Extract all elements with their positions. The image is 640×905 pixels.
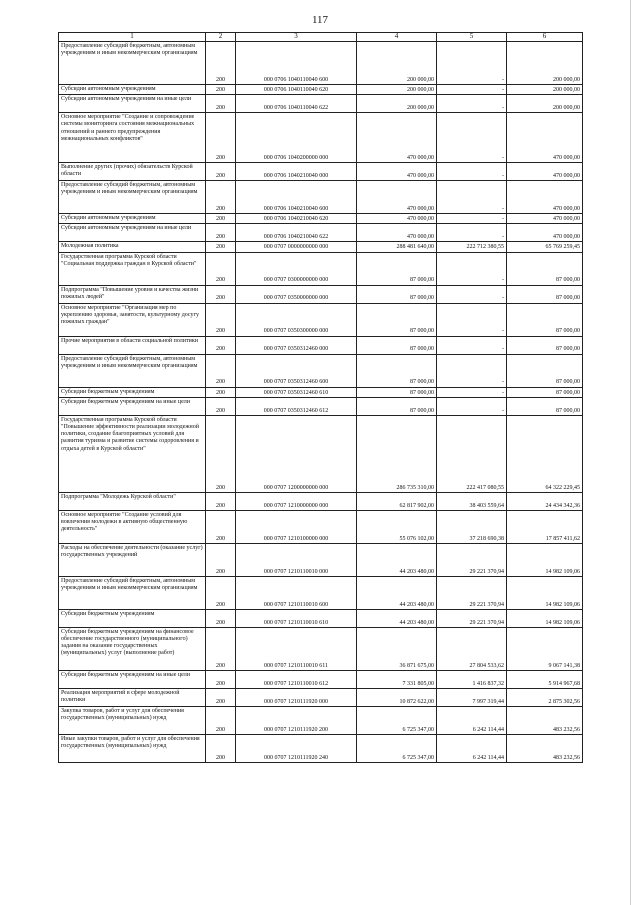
table-row — [59, 181, 583, 214]
row-remainder: 483 232,56 — [507, 706, 583, 734]
table-row — [59, 670, 583, 688]
row-kbk: 000 0706 1040210040 000 — [236, 163, 357, 181]
row-code: 200 — [206, 397, 236, 415]
row-kbk: 000 0706 1040110040 620 — [236, 85, 357, 95]
row-code: 200 — [206, 354, 236, 387]
row-code: 200 — [206, 609, 236, 627]
row-remainder: 87 000,00 — [507, 354, 583, 387]
table-row — [59, 609, 583, 627]
table-row — [59, 734, 583, 762]
row-kbk: 000 0707 1200000000 000 — [236, 415, 357, 492]
column-header: 5 — [437, 33, 507, 42]
row-plan: 6 725 347,00 — [357, 734, 437, 762]
row-remainder: 17 857 411,62 — [507, 510, 583, 543]
row-name: Субсидии бюджетным учреждениям — [59, 609, 206, 627]
row-name: Предоставление субсидий бюджетным, автономным учреждениям и иным некоммерческим организациям — [59, 576, 206, 609]
row-executed: - — [437, 397, 507, 415]
row-code: 200 — [206, 688, 236, 706]
row-executed: 29 221 370,94 — [437, 543, 507, 576]
table-row — [59, 42, 583, 85]
row-executed: - — [437, 285, 507, 303]
row-kbk: 000 0707 1210111920 240 — [236, 734, 357, 762]
row-remainder: 87 000,00 — [507, 397, 583, 415]
row-plan: 200 000,00 — [357, 95, 437, 113]
row-plan: 470 000,00 — [357, 224, 437, 242]
row-remainder: 200 000,00 — [507, 85, 583, 95]
row-remainder: 5 914 967,68 — [507, 670, 583, 688]
row-code: 200 — [206, 492, 236, 510]
row-executed: 38 403 559,64 — [437, 492, 507, 510]
row-executed: - — [437, 303, 507, 336]
row-remainder: 14 982 109,06 — [507, 543, 583, 576]
row-name: Государственная программа Курской области "Повышение эффективности реализации молодежной политики, создание благоприятных условий для развития туризма и развитие системы оздоровления и отдыха детей в Курской области" — [59, 415, 206, 492]
row-code: 200 — [206, 42, 236, 85]
row-plan: 62 817 902,00 — [357, 492, 437, 510]
row-plan: 470 000,00 — [357, 214, 437, 224]
row-code: 200 — [206, 510, 236, 543]
row-code: 200 — [206, 336, 236, 354]
row-name: Расходы на обеспечение деятельности (оказание услуг) государственных учреждений — [59, 543, 206, 576]
row-remainder: 483 232,56 — [507, 734, 583, 762]
row-code: 200 — [206, 252, 236, 285]
column-header: 6 — [507, 33, 583, 42]
row-remainder: 470 000,00 — [507, 224, 583, 242]
row-executed: - — [437, 181, 507, 214]
row-plan: 200 000,00 — [357, 42, 437, 85]
row-name: Субсидии бюджетным учреждениям на иные цели — [59, 670, 206, 688]
row-plan: 55 076 102,00 — [357, 510, 437, 543]
row-executed: 6 242 114,44 — [437, 734, 507, 762]
table-row — [59, 706, 583, 734]
row-code: 200 — [206, 214, 236, 224]
row-plan: 470 000,00 — [357, 113, 437, 163]
row-remainder: 470 000,00 — [507, 181, 583, 214]
row-name: Основное мероприятие "Организация мер по укреплению здоровья, занятости, культурному досугу пожилых граждан" — [59, 303, 206, 336]
row-remainder: 200 000,00 — [507, 42, 583, 85]
row-executed: - — [437, 42, 507, 85]
row-plan: 44 203 480,00 — [357, 576, 437, 609]
row-kbk: 000 0707 0000000000 000 — [236, 242, 357, 252]
row-name: Предоставление субсидий бюджетным, автономным учреждениям и иным некоммерческим организациям — [59, 42, 206, 85]
row-code: 200 — [206, 543, 236, 576]
table-row — [59, 113, 583, 163]
table-row — [59, 85, 583, 95]
row-executed: 6 242 114,44 — [437, 706, 507, 734]
row-name: Государственная программа Курской области "Социальная поддержка граждан в Курской области" — [59, 252, 206, 285]
row-executed: - — [437, 85, 507, 95]
row-kbk: 000 0706 1040210040 622 — [236, 224, 357, 242]
row-name: Основное мероприятие "Создание условий для вовлечения молодежи в активную общественную деятельность" — [59, 510, 206, 543]
row-code: 200 — [206, 387, 236, 397]
row-kbk: 000 0707 0350312460 612 — [236, 397, 357, 415]
row-name: Выполнение других (прочих) обязательств Курской области — [59, 163, 206, 181]
row-executed: 7 997 319,44 — [437, 688, 507, 706]
row-plan: 286 735 310,00 — [357, 415, 437, 492]
row-executed: - — [437, 336, 507, 354]
table-row — [59, 336, 583, 354]
table-row — [59, 510, 583, 543]
row-remainder: 2 875 302,56 — [507, 688, 583, 706]
table-row — [59, 627, 583, 670]
row-remainder: 14 982 109,06 — [507, 576, 583, 609]
row-name: Субсидии автономным учреждениям на иные цели — [59, 224, 206, 242]
row-executed: 222 417 080,55 — [437, 415, 507, 492]
row-executed: - — [437, 354, 507, 387]
row-kbk: 000 0707 1210000000 000 — [236, 492, 357, 510]
row-code: 200 — [206, 627, 236, 670]
row-code: 200 — [206, 242, 236, 252]
row-kbk: 000 0707 0350312460 600 — [236, 354, 357, 387]
row-kbk: 000 0707 1210110010 600 — [236, 576, 357, 609]
row-kbk: 000 0707 1210110010 000 — [236, 543, 357, 576]
row-name: Закупка товаров, работ и услуг для обеспечения государственных (муниципальных) нужд — [59, 706, 206, 734]
row-name: Иные закупки товаров, работ и услуг для обеспечения государственных (муниципальных) нужд — [59, 734, 206, 762]
row-kbk: 000 0707 1210111920 000 — [236, 688, 357, 706]
row-plan: 7 331 805,00 — [357, 670, 437, 688]
table-row — [59, 285, 583, 303]
row-remainder: 87 000,00 — [507, 285, 583, 303]
row-plan: 87 000,00 — [357, 303, 437, 336]
row-kbk: 000 0707 1210110010 610 — [236, 609, 357, 627]
header-row — [59, 33, 583, 42]
row-remainder: 470 000,00 — [507, 163, 583, 181]
row-executed: - — [437, 224, 507, 242]
row-code: 200 — [206, 224, 236, 242]
table-body — [59, 33, 583, 763]
row-kbk: 000 0707 1210110010 612 — [236, 670, 357, 688]
row-code: 200 — [206, 181, 236, 214]
table-row — [59, 415, 583, 492]
row-name: Реализация мероприятий в сфере молодежной политики — [59, 688, 206, 706]
table-row — [59, 224, 583, 242]
row-code: 200 — [206, 285, 236, 303]
row-plan: 44 203 480,00 — [357, 609, 437, 627]
page-edge-rule — [630, 0, 631, 905]
row-kbk: 000 0706 1040200000 000 — [236, 113, 357, 163]
row-code: 200 — [206, 303, 236, 336]
row-kbk: 000 0707 1210111920 200 — [236, 706, 357, 734]
row-executed: 222 712 380,55 — [437, 242, 507, 252]
row-name: Прочие мероприятия в области социальной политики — [59, 336, 206, 354]
row-kbk: 000 0706 1040210040 620 — [236, 214, 357, 224]
row-remainder: 470 000,00 — [507, 113, 583, 163]
column-header: 2 — [206, 33, 236, 42]
row-plan: 87 000,00 — [357, 252, 437, 285]
row-plan: 87 000,00 — [357, 285, 437, 303]
row-plan: 87 000,00 — [357, 354, 437, 387]
row-plan: 6 725 347,00 — [357, 706, 437, 734]
row-plan: 470 000,00 — [357, 181, 437, 214]
table-row — [59, 214, 583, 224]
row-name: Субсидии автономным учреждениям — [59, 214, 206, 224]
table-row — [59, 163, 583, 181]
column-header: 4 — [357, 33, 437, 42]
budget-table — [58, 32, 583, 763]
row-plan: 36 871 675,00 — [357, 627, 437, 670]
row-executed: 1 416 837,32 — [437, 670, 507, 688]
row-executed: 29 221 370,94 — [437, 576, 507, 609]
row-name: Предоставление субсидий бюджетным, автономным учреждениям и иным некоммерческим организациям — [59, 354, 206, 387]
row-kbk: 000 0706 1040110040 622 — [236, 95, 357, 113]
row-kbk: 000 0707 0350000000 000 — [236, 285, 357, 303]
table-row — [59, 303, 583, 336]
row-remainder: 87 000,00 — [507, 252, 583, 285]
row-remainder: 87 000,00 — [507, 387, 583, 397]
row-kbk: 000 0707 1210100000 000 — [236, 510, 357, 543]
row-remainder: 87 000,00 — [507, 336, 583, 354]
row-executed: - — [437, 252, 507, 285]
row-code: 200 — [206, 95, 236, 113]
row-executed: - — [437, 113, 507, 163]
row-kbk: 000 0707 0350312460 000 — [236, 336, 357, 354]
row-name: Подпрограмма "Молодежь Курской области" — [59, 492, 206, 510]
row-remainder: 9 067 141,38 — [507, 627, 583, 670]
row-name: Субсидии автономным учреждениям — [59, 85, 206, 95]
row-remainder: 87 000,00 — [507, 303, 583, 336]
row-remainder: 200 000,00 — [507, 95, 583, 113]
row-executed: 27 804 533,62 — [437, 627, 507, 670]
row-remainder: 64 322 229,45 — [507, 415, 583, 492]
row-code: 200 — [206, 734, 236, 762]
table-row — [59, 576, 583, 609]
row-code: 200 — [206, 706, 236, 734]
row-name: Подпрограмма "Повышение уровня и качества жизни пожилых людей" — [59, 285, 206, 303]
row-plan: 10 872 622,00 — [357, 688, 437, 706]
row-code: 200 — [206, 576, 236, 609]
table-row — [59, 242, 583, 252]
table-row — [59, 252, 583, 285]
table-row — [59, 543, 583, 576]
column-header: 1 — [59, 33, 206, 42]
row-name: Молодежная политика — [59, 242, 206, 252]
row-executed: - — [437, 387, 507, 397]
row-executed: - — [437, 163, 507, 181]
row-kbk: 000 0707 0350300000 000 — [236, 303, 357, 336]
row-plan: 470 000,00 — [357, 163, 437, 181]
row-code: 200 — [206, 670, 236, 688]
row-kbk: 000 0707 0350312460 610 — [236, 387, 357, 397]
table-row — [59, 387, 583, 397]
table-row — [59, 688, 583, 706]
row-executed: - — [437, 214, 507, 224]
row-name: Субсидии бюджетным учреждениям — [59, 387, 206, 397]
row-name: Субсидии бюджетным учреждениям на финансовое обеспечение государственного (муниципального) задания на оказание государственных (муниципальных) услуг (выполнение работ) — [59, 627, 206, 670]
row-plan: 87 000,00 — [357, 387, 437, 397]
row-plan: 44 203 480,00 — [357, 543, 437, 576]
page-number: 117 — [311, 14, 329, 26]
table-row — [59, 492, 583, 510]
row-kbk: 000 0706 1040110040 600 — [236, 42, 357, 85]
table-row — [59, 397, 583, 415]
table-row — [59, 354, 583, 387]
row-code: 200 — [206, 415, 236, 492]
row-remainder: 65 769 259,45 — [507, 242, 583, 252]
row-plan: 87 000,00 — [357, 336, 437, 354]
row-name: Предоставление субсидий бюджетным, автономным учреждениям и иным некоммерческим организациям — [59, 181, 206, 214]
row-remainder: 14 982 109,06 — [507, 609, 583, 627]
row-plan: 87 000,00 — [357, 397, 437, 415]
row-name: Субсидии бюджетным учреждениям на иные цели — [59, 397, 206, 415]
row-kbk: 000 0706 1040210040 600 — [236, 181, 357, 214]
table-row — [59, 95, 583, 113]
row-plan: 200 000,00 — [357, 85, 437, 95]
row-code: 200 — [206, 85, 236, 95]
row-code: 200 — [206, 163, 236, 181]
row-code: 200 — [206, 113, 236, 163]
row-name: Субсидии автономным учреждениям на иные цели — [59, 95, 206, 113]
column-header: 3 — [236, 33, 357, 42]
row-remainder: 24 434 342,36 — [507, 492, 583, 510]
row-kbk: 000 0707 0300000000 000 — [236, 252, 357, 285]
row-name: Основное мероприятие "Создание и сопровождение системы мониторинга состояния межнациональных отношений и раннего предупреждения межнациональных конфликтов" — [59, 113, 206, 163]
row-remainder: 470 000,00 — [507, 214, 583, 224]
row-executed: 37 218 690,38 — [437, 510, 507, 543]
row-kbk: 000 0707 1210110010 611 — [236, 627, 357, 670]
row-plan: 288 481 640,00 — [357, 242, 437, 252]
row-executed: - — [437, 95, 507, 113]
row-executed: 29 221 370,94 — [437, 609, 507, 627]
